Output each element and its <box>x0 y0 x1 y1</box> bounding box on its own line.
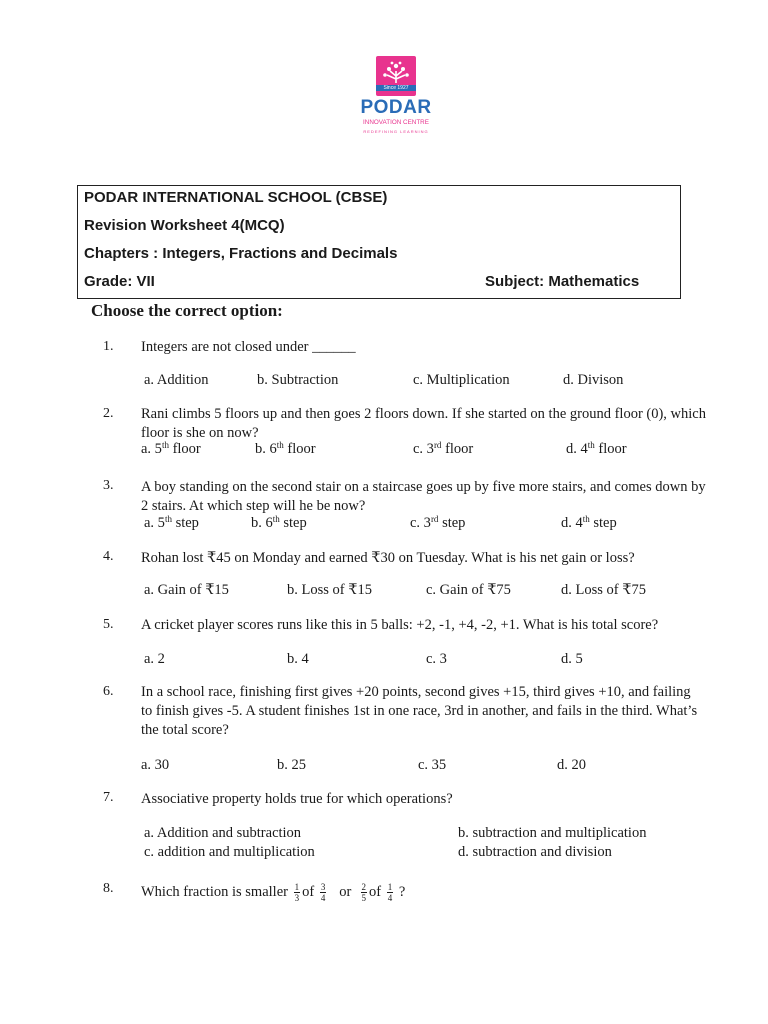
subject-line: Subject: Mathematics <box>485 273 640 290</box>
brand-tagline: REDEFINING LEARNING <box>363 129 429 134</box>
option-c: c. 3rd floor <box>413 440 474 457</box>
question-text: Associative property holds true for which operations? <box>141 791 453 807</box>
option-d: d. 20 <box>557 757 586 773</box>
chapters-line: Chapters : Integers, Fractions and Decimals <box>84 245 398 262</box>
option-c: c. Multiplication <box>413 372 510 388</box>
question-number: 2. <box>103 406 114 421</box>
option-c: c. 3 <box>426 651 447 667</box>
fraction-one-third: $\frac{1}{3}$ <box>294 882 300 904</box>
brand-name: PODAR <box>360 97 432 118</box>
question-number: 7. <box>103 790 114 805</box>
option-a: a. 2 <box>144 651 165 667</box>
question-number: 5. <box>103 617 114 632</box>
tree-logo-icon <box>376 56 416 96</box>
option-a: a. 30 <box>141 757 170 773</box>
option-b: b. subtraction and multiplication <box>458 825 647 841</box>
question-text: A cricket player scores runs like this in 5 balls: +2, -1, +4, -2, +1. What is his total score? <box>141 617 659 633</box>
option-b: b. 25 <box>277 757 306 773</box>
question-text: A boy standing on the second stair on a staircase goes up by five more stairs, and comes down by 2 stairs. At which step will he be now? <box>141 479 706 514</box>
fraction-three-quarters: $\frac{3}{4}$ <box>320 882 326 904</box>
option-d: d. 4th step <box>561 514 617 531</box>
school-name: PODAR INTERNATIONAL SCHOOL (CBSE) <box>84 189 388 206</box>
option-d: d. Loss of ₹75 <box>561 582 646 598</box>
option-a: a. Addition <box>144 372 209 388</box>
instruction-heading: Choose the correct option: <box>91 301 283 320</box>
option-b: b. 4 <box>287 651 309 667</box>
option-a: a. 5th step <box>144 514 199 531</box>
option-d: d. 4th floor <box>566 440 627 457</box>
worksheet-header <box>77 185 681 299</box>
question-text: Which fraction is smaller $\frac{1}{3}$ of $\frac{3}{4}$ or $\frac{2}{5}$ of $\frac{1}{4}$ ? <box>141 882 406 904</box>
worksheet-title: Revision Worksheet 4(MCQ) <box>84 217 285 234</box>
grade-line: Grade: VII <box>84 273 155 290</box>
question-text: In a school race, finishing first gives +20 points, second gives +15, third gives +10, and failing to finish gives -5. A student finishes 1st in one race, 3rd in another, and fails in the third. What’s the total score? <box>141 684 698 738</box>
option-c: c. 3rd step <box>410 514 466 531</box>
question-text: Rani climbs 5 floors up and then goes 2 floors down. If she started on the ground floor (0), which floor is she on now? <box>141 406 706 441</box>
option-a: a. Addition and subtraction <box>144 825 302 841</box>
option-c: c. Gain of ₹75 <box>426 582 511 598</box>
question-number: 3. <box>103 478 114 493</box>
option-b: b. 6th floor <box>255 440 316 457</box>
option-c: c. 35 <box>418 757 447 773</box>
question-number: 1. <box>103 339 114 354</box>
option-d: d. subtraction and division <box>458 844 612 860</box>
question-number: 6. <box>103 684 114 699</box>
podar-logo <box>350 52 442 140</box>
option-c: c. addition and multiplication <box>144 844 315 860</box>
question-text: Rohan lost ₹45 on Monday and earned ₹30 on Tuesday. What is his net gain or loss? <box>141 550 635 566</box>
option-b: b. 6th step <box>251 514 307 531</box>
brand-subtitle: INNOVATION CENTRE <box>363 119 429 126</box>
option-b: b. Subtraction <box>257 372 339 388</box>
option-d: d. 5 <box>561 651 583 667</box>
question-number: 8. <box>103 881 114 896</box>
fraction-one-quarter: $\frac{1}{4}$ <box>387 882 393 904</box>
option-a: a. 5th floor <box>141 440 201 457</box>
option-a: a. Gain of ₹15 <box>144 582 229 598</box>
option-d: d. Divison <box>563 372 624 388</box>
fraction-two-fifths: $\frac{2}{5}$ <box>361 882 367 904</box>
option-b: b. Loss of ₹15 <box>287 582 372 598</box>
question-number: 4. <box>103 549 114 564</box>
question-text: Integers are not closed under ______ <box>141 339 356 355</box>
since-label: Since 1927 <box>376 85 416 91</box>
